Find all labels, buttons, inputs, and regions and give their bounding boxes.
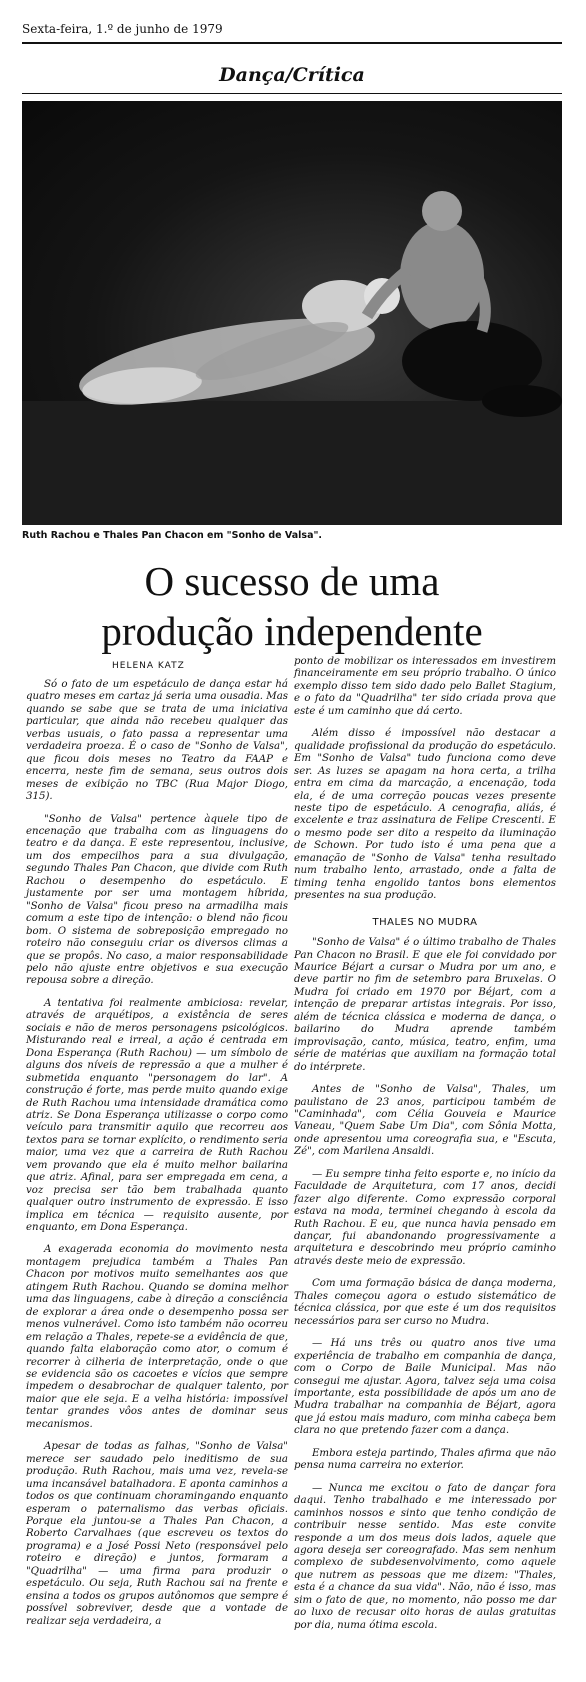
paragraph: Embora esteja partindo, Thales afirma que não pensa numa carreira no exterior. <box>294 1447 556 1472</box>
article-column-left <box>26 679 288 1638</box>
headline-line-2: produção independente <box>101 608 483 654</box>
paragraph: — Eu sempre tinha feito esporte e, no início da Faculdade de Arquitetura, com 17 anos, decidi fazer algo diferente. Como expressão corporal estava na moda, terminei chegando à escola da Ruth Rachou. E eu, que nunca havia pensado em dançar, fui abandonando progressivamente a arquitetura e descobrindo meu próprio caminho através deste meio de expressão. <box>294 1168 556 1267</box>
byline: HELENA KATZ <box>112 661 185 671</box>
paragraph: — Há uns três ou quatro anos tive uma experiência de trabalho em companhia de dança, com o Corpo de Baile Municipal. Mas não consegui me ajustar. Agora, talvez seja uma coisa importante, esta possibilidade de após um ano de Mudra trabalhar na companhia de Béjart, agora que já estou mais maduro, com minha cabeça bem clara no que pretendo fazer com a dança. <box>294 1338 556 1437</box>
paragraph: A exagerada economia do movimento nesta montagem prejudica também a Thales Pan Chacon por motivos muito semelhantes aos que atingem Ruth Rachou. Quando se domina melhor uma das linguagens, cabe à direção a consciência de explorar a área onde o desempenho possa ser menos vulnerável. Como isto também não ocorreu em relação a Thales, repete-se a evidência de que, quando falta elaboração como ator, o comum é recorrer à cilheria de interpretação, onde o que se evidencia são os cacoetes e vícios que sempre impedem o desabrochar de qualquer talento, por maior que ele seja. E a velha história: impossível tentar grandes vôos antes de dominar seus mecanismos. <box>26 1244 288 1430</box>
subheading: THALES NO MUDRA <box>372 916 478 928</box>
section-rule <box>22 93 562 94</box>
dancers-illustration <box>22 101 562 525</box>
dateline: Sexta-feira, 1.º de junho de 1979 <box>22 22 562 44</box>
paragraph: Antes de "Sonho de Valsa", Thales, um paulistano de 23 anos, participou também de "Caminhada", com Célia Gouveia e Maurice Vaneau, "Quem Sabe Um Dia", com Sônia Motta, onde apresentou uma coreografia sua, e "Escuta, Zé", com Marilena Ansaldi. <box>294 1084 556 1158</box>
paragraph: — Nunca me excitou o fato de dançar fora daqui. Tenho trabalhado e me interessado por caminhos nossos e sinto que tenho condição de contribuir nesse sentido. Mas este convite responde a um dos meus dois lados, aquele que agora deseja ser coreografado. Mas sem nenhum complexo de subdesenvolvimento, como aquele que nutrem as pessoas que me dizem: "Thales, esta é a chance da sua vida". Não, não é isso, mas sim o fato de que, no momento, não posso me dar ao luxo de recusar oito horas de aulas gratuitas por dia, numa ótima escola. <box>294 1482 556 1631</box>
paragraph: Além disso é impossível não destacar a qualidade profissional da produção do espetáculo. Em "Sonho de Valsa" tudo funciona como deve ser. As luzes se apagam na hora certa, a trilha entra em cima da marcação, a encenação, toda ela, é de uma correção poucas vezes presente neste tipo de espetáculo. A cenografia, aliás, é excelente e traz assinatura de Felipe Crescenti. E o mesmo pode ser dito a respeito da iluminação de Schown. Por tudo isto é uma pena que a emanação de "Sonho de Valsa" tenha resultado num trabalho lento, arrastado, onde a falta de timing tenha engolido tantos bons elementos presentes na sua produção. <box>294 728 556 902</box>
paragraph: Com uma formação básica de dança moderna, Thales começou agora o estudo sistemático de técnica clássica, por que este é um dos requisitos necessários para ser curso no Mudra. <box>294 1278 556 1327</box>
paragraph: Apesar de todas as falhas, "Sonho de Valsa" merece ser saudado pelo ineditismo de sua produção. Ruth Rachou, mais uma vez, revela-se uma incansável batalhadora. E aponta caminhos a todos os que continuam choramingando enquanto esperam o paternalismo das verbas oficiais. Porque ela juntou-se a Thales Pan Chacon, a Roberto Carvalhaes (que escreveu os textos do programa) e a José Possi Neto (responsável pelo roteiro e direção) e juntos, formaram a "Quadrilha" — uma firma para produzir o espetáculo. Ou seja, Ruth Rachou sai na frente e ensina a todos os grupos autônomos que sempre é possível sobreviver, desde que a vontade de realizar seja verdadeira, a <box>26 1441 288 1627</box>
paragraph: "Sonho de Valsa" pertence àquele tipo de encenação que trabalha com as linguagens do teatro e da dança. E este representou, inclusive, um dos empecilhos para a sua divulgação, segundo Thales Pan Chacon, que divide com Ruth Rachou o desempenho do espetáculo. E justamente por ser uma montagem híbrida, "Sonho de Valsa" ficou preso na armadilha mais comum a este tipo de intenção: o blend não ficou bom. O sistema de sobreposição empregado no roteiro não conseguiu criar os diversos climas a que se propôs. No caso, a maior responsabilidade pelo não ajuste entre objetivos e sua execução repousa sobre a direção. <box>26 813 288 987</box>
section-title: Dança/Crítica <box>219 64 365 86</box>
article-column-right <box>294 656 556 1642</box>
paragraph: ponto de mobilizar os interessados em investirem financeiramente em seu próprio trabalho. O único exemplo disso tem sido dado pelo Ballet Stagium, e o fato da "Quadrilha" ter sido criada prova que este é um caminho que dá certo. <box>294 656 556 717</box>
headline-line-1: O sucesso de uma <box>144 558 440 604</box>
paragraph: A tentativa foi realmente ambiciosa: revelar, através de arquétipos, a existência de seres sociais e não de meros personagens psicológicos. Misturando real e irreal, a ação é centrada em Dona Esperança (Ruth Rachou) — um símbolo de alguns dos níveis de repressão a que a mulher é submetida enquanto "personagem do lar". A construção é forte, mas perde muito quando exige de Ruth Rachou uma intensidade dramática como atriz. Se Dona Esperança utilizasse o corpo como veículo para transmitir aquilo que recorreu aos textos para se tornar explícito, o rendimento seria maior, uma vez que a carreira de Ruth Rachou vem provando que ela é muito melhor bailarina que atriz. Afinal, para ser empregada em cena, a voz precisa ser tão bem trabalhada quanto qualquer outro instrumento de expressão. E isso implica em técnica — requisito ausente, por enquanto, em Dona Esperança. <box>26 997 288 1234</box>
dance-photo <box>22 101 562 525</box>
paragraph: Só o fato de um espetáculo de dança estar há quatro meses em cartaz já seria uma ousadia. Mas quando se sabe que se trata de uma iniciativa particular, que ainda não recebeu qualquer das verbas usuais, o fato passa a representar uma verdadeira proeza. É o caso de "Sonho de Valsa", que ficou dois meses no Teatro da FAAP e encerra, neste fim de semana, seus outros dois meses de exibição no TBC (Rua Major Diogo, 315). <box>26 679 289 803</box>
photo-caption: Ruth Rachou e Thales Pan Chacon em "Sonho de Valsa". <box>22 530 323 541</box>
paragraph: "Sonho de Valsa" é o último trabalho de Thales Pan Chacon no Brasil. E que ele foi convidado por Maurice Béjart a cursar o Mudra por um ano, e deve partir no fim de setembro para Bruxelas. O Mudra foi criado em 1970 por Béjart, com a intenção de preparar artistas integrais. Por isso, além de técnica clássica e moderna de dança, o bailarino do Mudra aprende também improvisação, canto, música, teatro, enfim, uma série de matérias que auxiliam na formação total do intérprete. <box>294 937 556 1073</box>
article-headline <box>22 556 562 656</box>
